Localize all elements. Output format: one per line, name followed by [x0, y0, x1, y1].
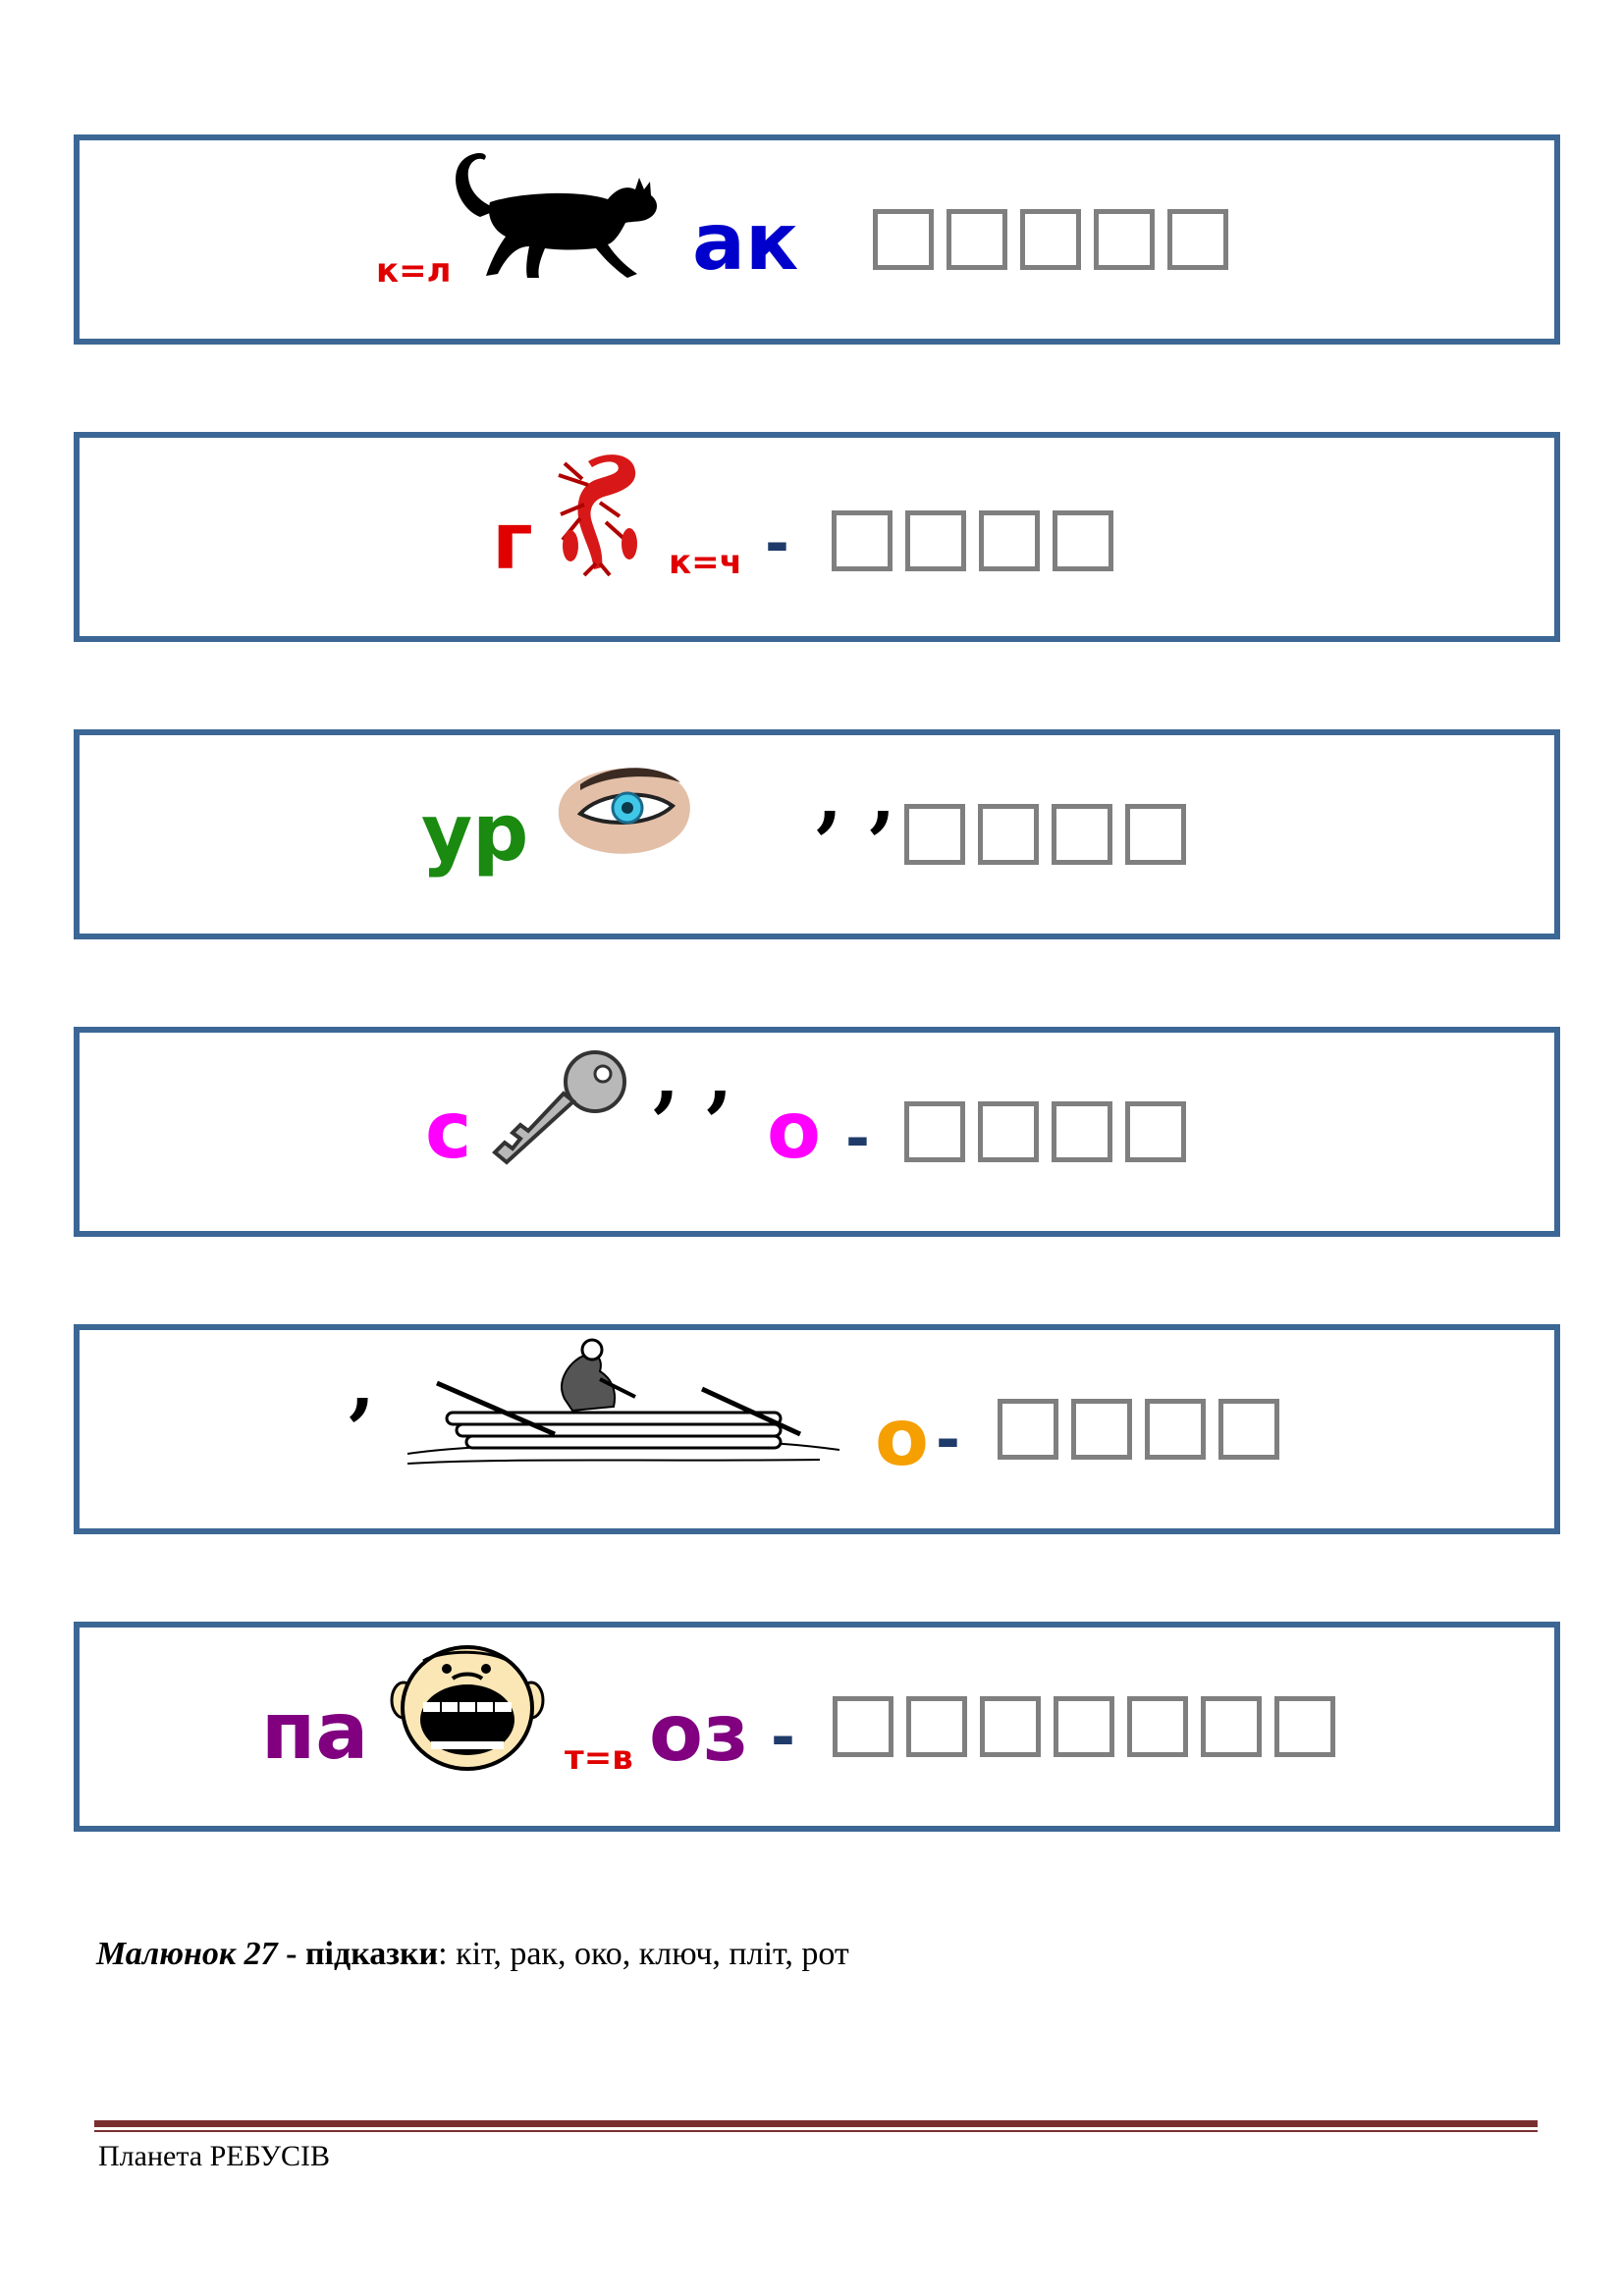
dash: -	[845, 1104, 870, 1173]
answer-square[interactable]	[1052, 804, 1112, 865]
answer-square[interactable]	[873, 209, 934, 270]
dash: -	[765, 509, 789, 578]
apostrophes: , ,	[653, 1032, 733, 1121]
answer-square[interactable]	[1145, 1399, 1206, 1460]
figure-caption	[96, 1936, 849, 1973]
letter-g: г	[492, 496, 533, 587]
answer-square[interactable]	[978, 804, 1039, 865]
answer-squares	[998, 1399, 1279, 1460]
answer-square[interactable]	[833, 1696, 893, 1757]
rebus-box-3	[74, 729, 1560, 939]
answer-square[interactable]	[1125, 1101, 1186, 1162]
answer-square[interactable]	[978, 1101, 1039, 1162]
eye-icon	[551, 755, 696, 863]
answer-square[interactable]	[998, 1399, 1058, 1460]
letter-s: с	[425, 1085, 472, 1176]
letter-o: о	[767, 1085, 821, 1176]
dash: -	[936, 1406, 960, 1474]
answer-square[interactable]	[904, 804, 965, 865]
answer-square[interactable]	[905, 510, 966, 571]
answer-square[interactable]	[1201, 1696, 1262, 1757]
rebus-box-1	[74, 134, 1560, 345]
answer-square[interactable]	[1127, 1696, 1188, 1757]
crayfish-icon	[549, 446, 657, 577]
answer-square[interactable]	[979, 510, 1040, 571]
answer-square[interactable]	[1167, 209, 1228, 270]
answer-squares	[833, 1696, 1335, 1757]
answer-square[interactable]	[1020, 209, 1081, 270]
letter-swap-hint: к=л	[376, 251, 452, 291]
raft-icon	[407, 1336, 839, 1483]
syllable-ur: ур	[421, 787, 529, 879]
syllable-pa: па	[261, 1685, 369, 1777]
rebus-box-2	[74, 432, 1560, 642]
answer-square[interactable]	[832, 510, 893, 571]
answer-square[interactable]	[947, 209, 1007, 270]
syllable-oz: оз	[649, 1687, 749, 1779]
caption-separator: -	[277, 1936, 305, 1972]
footer-rule-thin	[94, 2130, 1538, 2132]
answer-squares	[832, 510, 1113, 571]
rebus-box-4	[74, 1027, 1560, 1237]
answer-squares	[873, 209, 1228, 270]
answer-square[interactable]	[1274, 1696, 1335, 1757]
answer-squares	[904, 1101, 1186, 1162]
answer-square[interactable]	[980, 1696, 1041, 1757]
caption-label: підказки	[304, 1936, 439, 1972]
letter-swap-hint: к=ч	[669, 543, 742, 582]
answer-square[interactable]	[904, 1101, 965, 1162]
apostrophes: , ,	[816, 752, 896, 841]
answer-square[interactable]	[1053, 510, 1113, 571]
answer-square[interactable]	[1218, 1399, 1279, 1460]
syllable-ak: ак	[692, 196, 799, 288]
footer-text: Планета РЕБУСІВ	[98, 2140, 331, 2172]
answer-square[interactable]	[1094, 209, 1155, 270]
key-icon	[487, 1044, 634, 1172]
letter-swap-hint: т=в	[565, 1738, 633, 1778]
answer-square[interactable]	[1125, 804, 1186, 865]
answer-squares	[904, 804, 1186, 865]
letter-o: о	[875, 1392, 929, 1483]
caption-hints: : кіт, рак, око, ключ, пліт, рот	[438, 1936, 849, 1972]
mouth-face-icon	[384, 1641, 551, 1779]
answer-square[interactable]	[1054, 1696, 1114, 1757]
answer-square[interactable]	[906, 1696, 967, 1757]
figure-number: Малюнок 27	[96, 1936, 278, 1972]
rebus-box-5	[74, 1324, 1560, 1534]
rebus-box-6	[74, 1622, 1560, 1832]
apostrophe: ,	[349, 1339, 376, 1428]
footer-rule	[94, 2120, 1538, 2127]
answer-square[interactable]	[1052, 1101, 1112, 1162]
dash: -	[771, 1703, 795, 1772]
cat-icon	[451, 148, 667, 286]
answer-square[interactable]	[1071, 1399, 1132, 1460]
